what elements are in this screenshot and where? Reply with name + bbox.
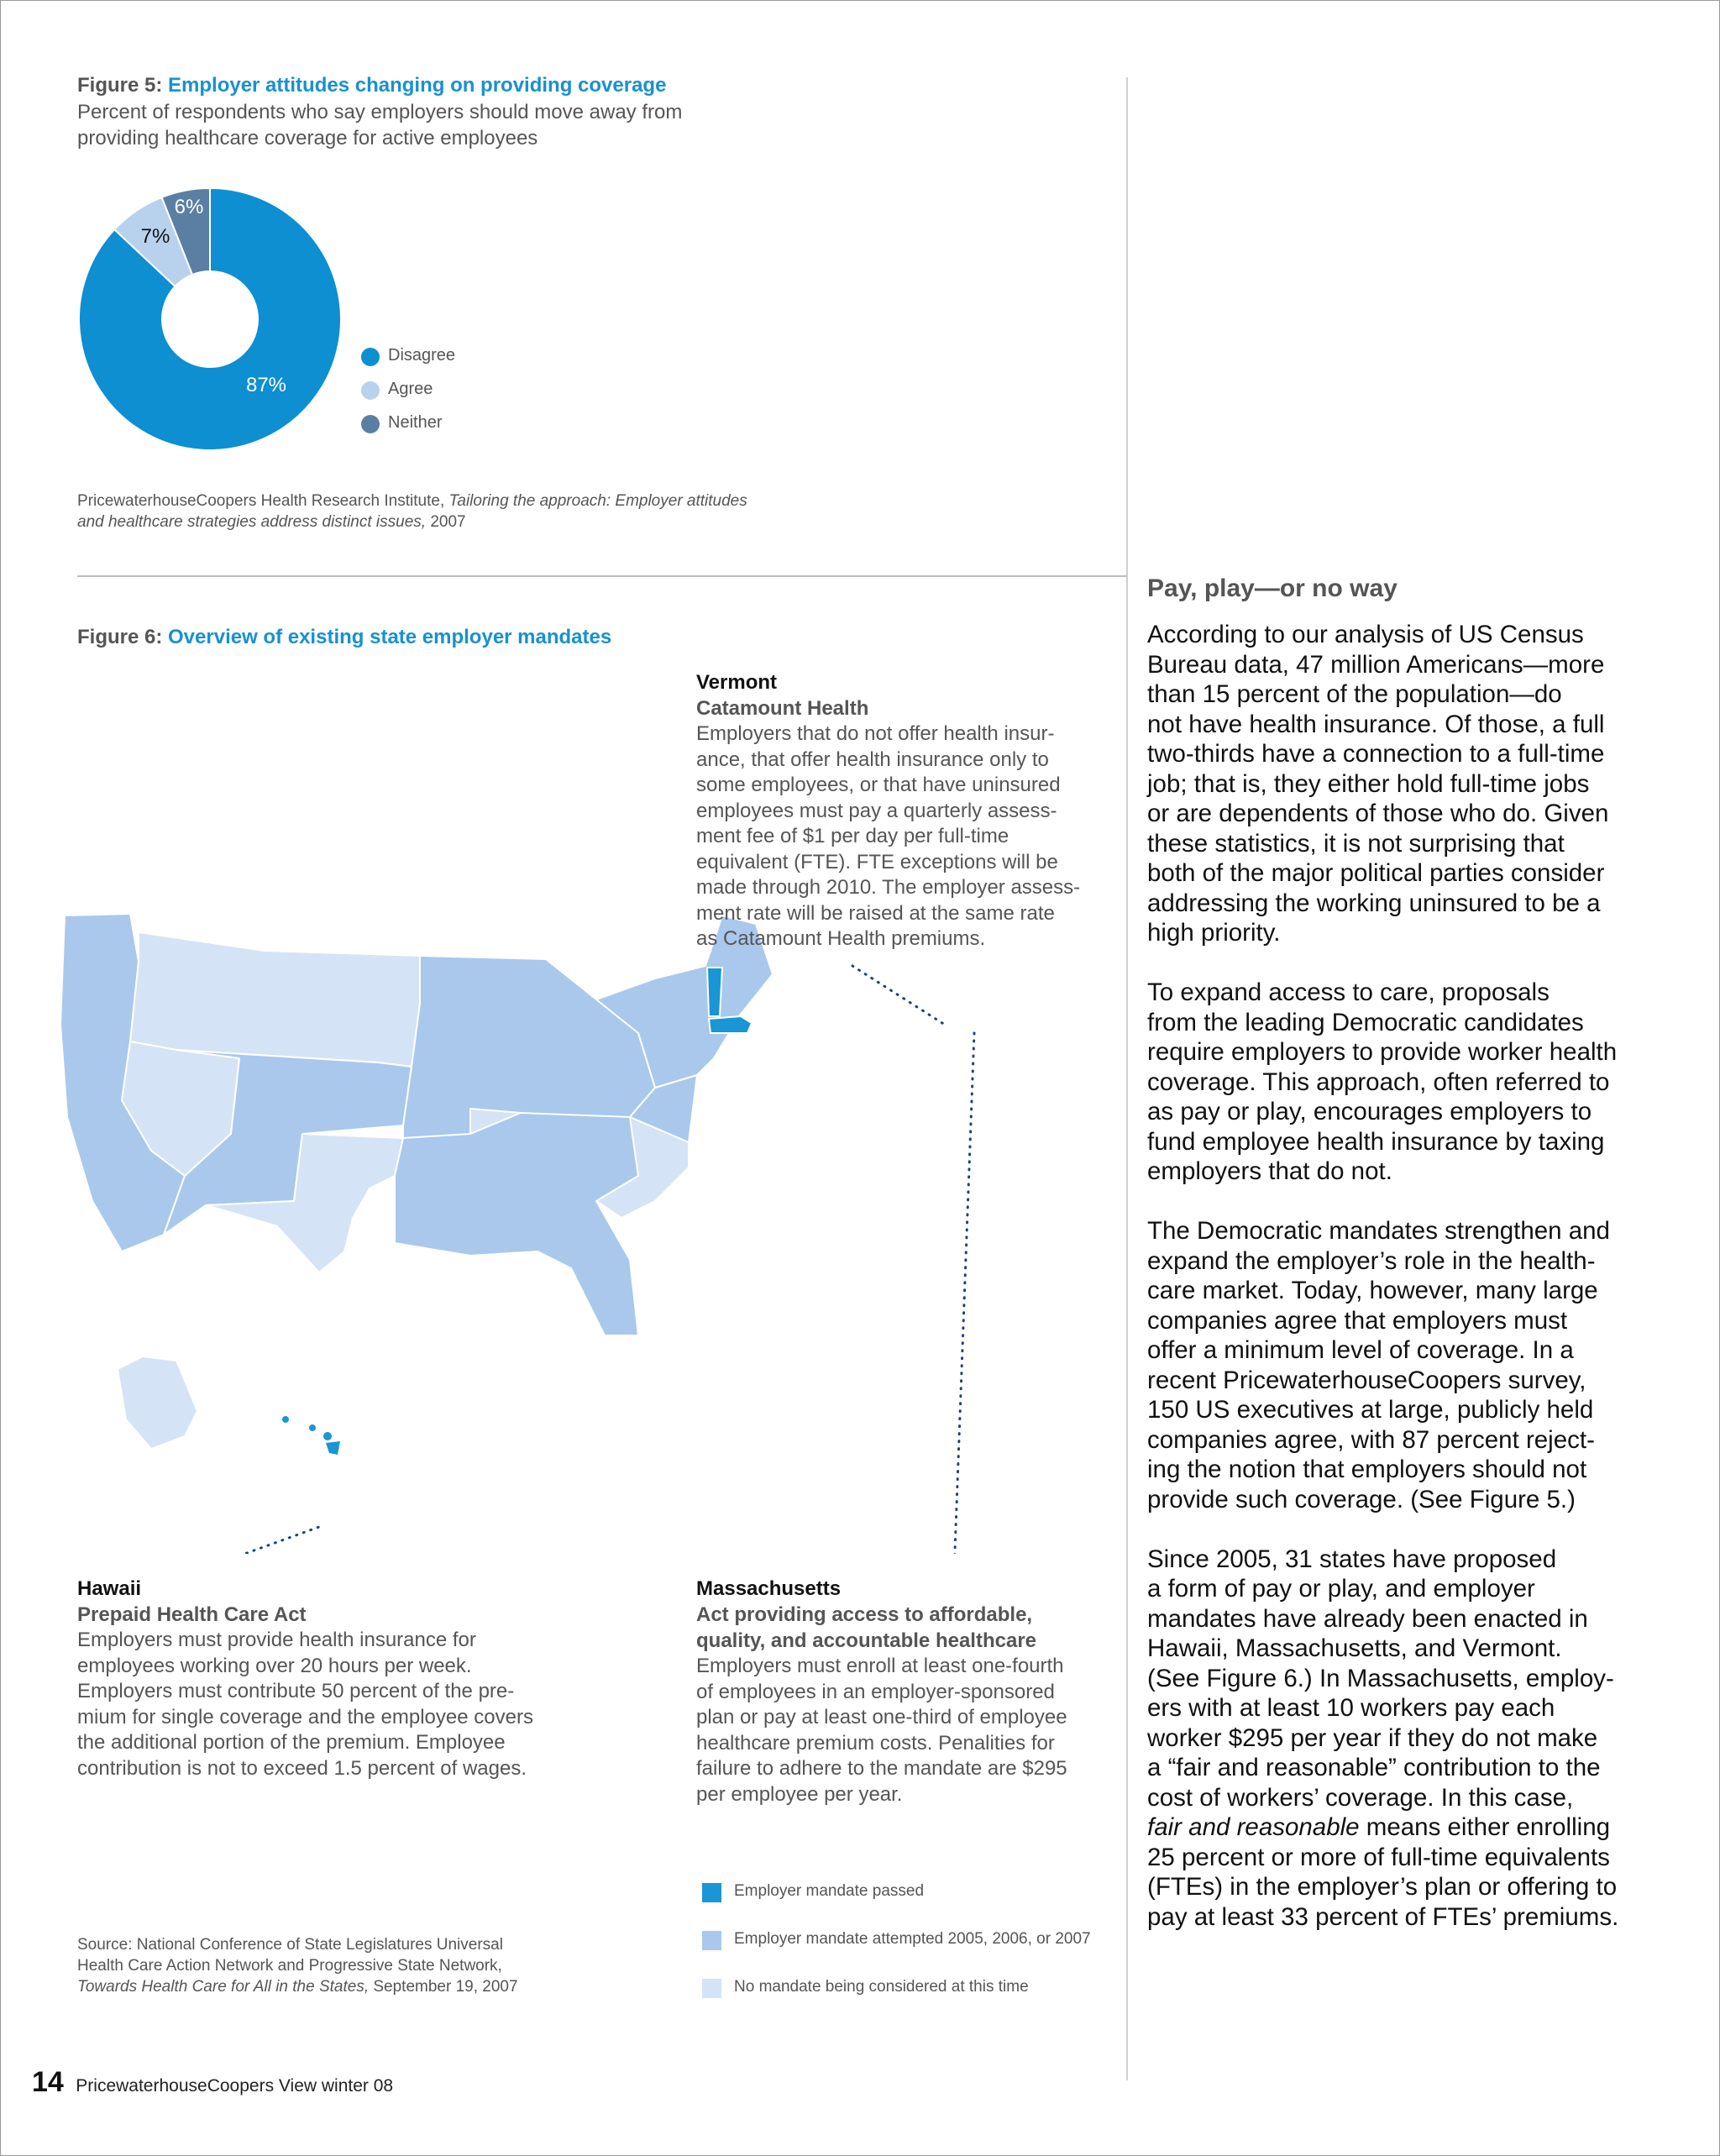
callout-law: Prepaid Health Care Act: [77, 1603, 307, 1626]
source-text: September 19, 2007: [369, 1978, 518, 1996]
article-body: [1147, 620, 1702, 1962]
text-line: provide such coverage. (See Figure 5.): [1147, 1485, 1576, 1513]
desc-line: Employers that do not offer health insur-: [696, 722, 1055, 745]
desc-line: equivalent (FTE). FTE exceptions will be: [696, 850, 1058, 873]
text-line: worker $295 per year if they do not make: [1147, 1723, 1598, 1752]
text-line: companies agree that employers must: [1147, 1306, 1568, 1335]
map-region-mountain-north: [130, 932, 420, 1067]
desc-line: Employers must provide health insurance for: [77, 1629, 476, 1651]
figure5-source: [77, 490, 747, 532]
callout-law: Catamount Health: [696, 697, 869, 720]
text-line: care market. Today, however, many large: [1147, 1277, 1598, 1304]
text-line: Bureau data, 47 million Americans—more: [1147, 650, 1605, 679]
text-line: According to our analysis of US Census: [1147, 621, 1584, 648]
text-line: two-thirds have a connection to a full-time: [1147, 740, 1605, 768]
callout-law: [696, 1602, 1067, 1654]
map-state-massachusetts: [709, 1016, 752, 1033]
text-line: these statistics, it is not surprising that: [1147, 829, 1565, 858]
desc-line: ance, that offer health insurance only to: [696, 748, 1049, 771]
law-line: quality, and accountable healthcare: [696, 1629, 1036, 1652]
desc-line: of employees in an employer-sponsored: [696, 1680, 1055, 1703]
article-heading: Pay, play—or no way: [1147, 574, 1398, 602]
callout-description: [77, 1628, 533, 1781]
figure5-subtitle: [77, 99, 833, 151]
figure-divider: [77, 575, 1127, 577]
donut-label-disagree: 87%: [245, 374, 287, 396]
callout-state: Vermont: [696, 671, 778, 694]
text-line: coverage. This approach, often referred to: [1147, 1068, 1610, 1096]
text-line: 25 percent or more of full-time equivalents: [1147, 1843, 1610, 1871]
publication-name: PricewaterhouseCoopers View winter 08: [76, 2076, 394, 2096]
text-line: mandates have already been enacted in: [1147, 1604, 1588, 1633]
text-line: expand the employer’s role in the health-: [1147, 1246, 1596, 1275]
text-line: cost of workers’ coverage. In this case,: [1147, 1783, 1574, 1812]
map-island: [326, 1441, 340, 1455]
text-line: or are dependents of those who do. Given: [1147, 800, 1609, 827]
legend-label: Neither: [388, 413, 443, 432]
desc-line: plan or pay at least one-third of employee: [696, 1706, 1067, 1728]
figure5-subtitle-line: Percent of respondents who say employers should move away from: [77, 101, 683, 123]
map-island: [282, 1416, 289, 1423]
desc-line: Employers must enroll at least one-fourth: [696, 1655, 1064, 1677]
legend-label: Employer mandate passed: [734, 1882, 925, 1900]
legend-dot-icon: [361, 415, 380, 433]
figure6-heading: Overview of existing state employer mandates: [168, 626, 612, 648]
massachusetts-callout: [696, 1576, 1067, 1807]
map-state-vermont: [707, 968, 722, 1016]
text-line: (See Figure 6.) In Massachusetts, employ-: [1147, 1664, 1614, 1692]
figure5-heading: Employer attitudes changing on providing coverage: [168, 74, 667, 97]
text-line: a form of pay or play, and employer: [1147, 1575, 1535, 1603]
text-line: not have health insurance. Of those, a full: [1147, 710, 1605, 738]
legend-dot-icon: [361, 348, 380, 366]
source-text: PricewaterhouseCoopers Health Research Institute,: [77, 492, 449, 510]
source-title: and healthcare strategies address distinct issues,: [77, 513, 427, 531]
legend-label: Agree: [388, 380, 433, 398]
text-line: recent PricewaterhouseCoopers survey,: [1147, 1366, 1586, 1394]
page-number: 14: [32, 2066, 64, 2098]
hawaii-callout: [77, 1576, 533, 1781]
map-state-alaska: [118, 1356, 197, 1449]
source-text: Health Care Action Network and Progressive State Network,: [77, 1957, 502, 1975]
desc-line: ment rate will be raised at the same rate: [696, 901, 1055, 925]
legend-swatch-icon: [702, 1931, 721, 1950]
source-text: Source: National Conference of State Legislatures Universal: [77, 1936, 503, 1954]
desc-line: healthcare premium costs. Penalities for: [696, 1731, 1055, 1755]
desc-line: employees working over 20 hours per week.: [77, 1654, 472, 1677]
text-line: both of the major political parties consider: [1147, 859, 1605, 887]
desc-line: Employers must contribute 50 percent of the pre-: [77, 1680, 515, 1702]
emphasis-text: fair and reasonable: [1147, 1813, 1360, 1841]
paragraph: [1147, 1545, 1702, 1933]
map-island: [323, 1432, 332, 1440]
desc-line: the additional portion of the premium. Employee: [77, 1731, 506, 1754]
donut-label-agree: 7%: [140, 225, 170, 248]
text-fragment: means either enrolling: [1359, 1813, 1611, 1841]
figure6-title: [77, 626, 611, 649]
column-divider: [1126, 77, 1128, 2080]
desc-line: ment fee of $1 per day per full-time: [696, 825, 1009, 847]
legend-dot-icon: [361, 381, 380, 400]
text-line: job; that is, they either hold full-time jobs: [1147, 769, 1590, 798]
text-line: employers that do not.: [1147, 1157, 1392, 1185]
massachusetts-leader-line: [953, 1033, 974, 1554]
figure5-title: [77, 74, 666, 97]
text-line: companies agree, with 87 percent reject-: [1147, 1425, 1595, 1454]
desc-line: contribution is not to exceed 1.5 percent of wages.: [77, 1756, 527, 1780]
desc-line: employees must pay a quarterly assess-: [696, 799, 1057, 822]
text-line: ers with at least 10 workers pay each: [1147, 1694, 1555, 1722]
callout-description: [696, 1654, 1067, 1807]
text-line: than 15 percent of the population—do: [1147, 680, 1562, 708]
desc-line: per employee per year.: [696, 1782, 903, 1806]
source-title: Towards Health Care for All in the States,: [77, 1978, 370, 1996]
callout-state: Massachusetts: [696, 1577, 842, 1600]
text-line: offer a minimum level of coverage. In a: [1147, 1336, 1574, 1364]
legend-label: Employer mandate attempted 2005, 2006, or 2007: [734, 1930, 1091, 1948]
figure5-subtitle-line: providing healthcare coverage for active employees: [77, 127, 538, 150]
text-line: from the leading Democratic candidates: [1147, 1008, 1584, 1036]
callout-state: Hawaii: [77, 1577, 142, 1600]
text-line: addressing the working uninsured to be a: [1147, 889, 1601, 917]
text-line: require employers to provide worker health: [1147, 1038, 1618, 1066]
legend-swatch-icon: [702, 1883, 721, 1902]
map-island: [309, 1424, 316, 1431]
figure5-donut-chart: [76, 185, 344, 454]
vermont-leader-line: [852, 966, 945, 1025]
text-line: as pay or play, encourages employers to: [1147, 1098, 1592, 1125]
desc-line: as Catamount Health premiums.: [696, 927, 986, 950]
text-line: [1147, 1812, 1702, 1843]
desc-line: failure to adhere to the mandate are $295: [696, 1757, 1067, 1780]
figure5-label: Figure 5:: [77, 74, 163, 97]
vermont-callout: [696, 669, 1080, 952]
text-line: pay at least 33 percent of FTEs’ premiums.: [1147, 1902, 1619, 1931]
figure6-label: Figure 6:: [77, 626, 163, 648]
legend-label: No mandate being considered at this time: [734, 1978, 1029, 1996]
desc-line: mium for single coverage and the employee covers: [77, 1705, 533, 1728]
legend-label: Disagree: [388, 346, 456, 365]
text-line: high priority.: [1147, 919, 1281, 947]
legend-swatch-icon: [702, 1979, 721, 1998]
text-line: fund employee health insurance by taxing: [1147, 1127, 1605, 1156]
donut-label-neither: 6%: [174, 196, 204, 218]
text-line: (FTEs) in the employer’s plan or offering to: [1147, 1873, 1618, 1901]
paragraph: [1147, 1216, 1702, 1514]
law-line: Act providing access to affordable,: [696, 1603, 1033, 1626]
text-line: 150 US executives at large, publicly held: [1147, 1396, 1594, 1424]
map-state-hawaii: [282, 1416, 340, 1455]
text-line: Since 2005, 31 states have proposed: [1147, 1545, 1557, 1573]
paragraph: [1147, 620, 1702, 948]
text-line: ing the notion that employers should not: [1147, 1456, 1587, 1483]
desc-line: made through 2010. The employer assess-: [696, 876, 1081, 899]
text-line: The Democratic mandates strengthen and: [1147, 1217, 1610, 1245]
text-line: To expand access to care, proposals: [1147, 978, 1550, 1006]
source-title: Tailoring the approach: Employer attitudes: [448, 492, 747, 510]
callout-description: [696, 721, 1080, 952]
paragraph: [1147, 978, 1702, 1187]
source-text: 2007: [426, 513, 466, 531]
text-line: Hawaii, Massachusetts, and Vermont.: [1147, 1634, 1562, 1662]
desc-line: some employees, or that have uninsured: [696, 774, 1061, 796]
text-line: a “fair and reasonable” contribution to the: [1147, 1754, 1601, 1781]
page-footer: [32, 2066, 393, 2099]
figure6-source: [77, 1934, 518, 1997]
us-state-map: [50, 899, 1041, 1554]
hawaii-leader-line: [147, 1527, 319, 1554]
